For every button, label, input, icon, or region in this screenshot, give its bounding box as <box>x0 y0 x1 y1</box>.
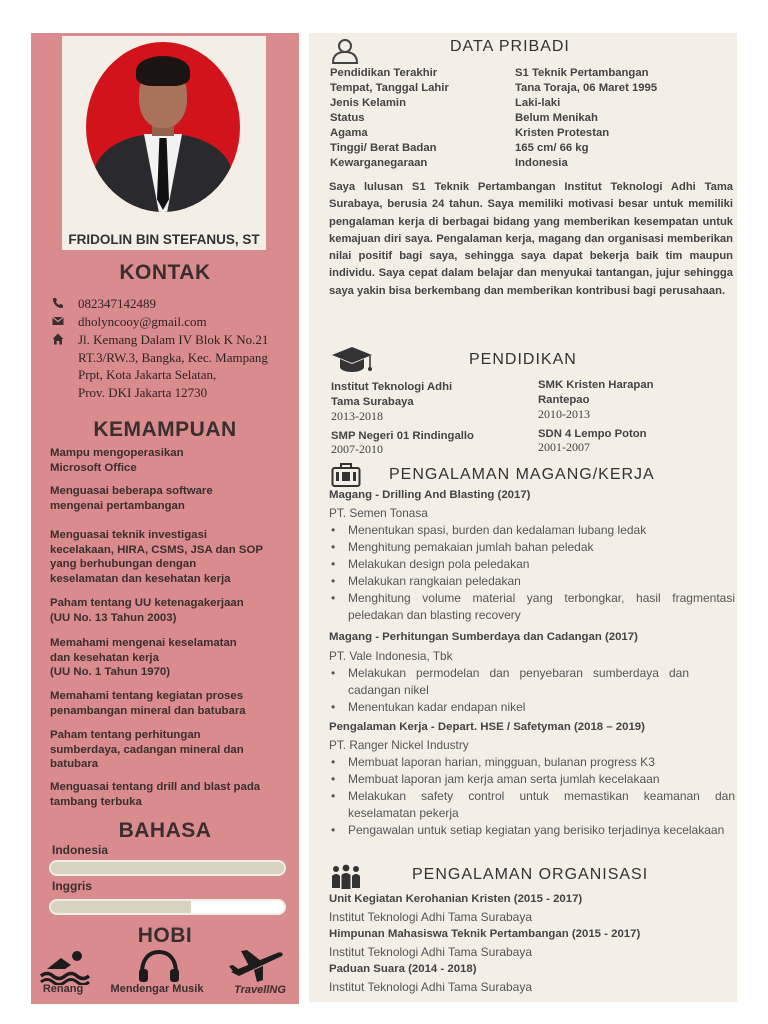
skill-item: Mampu mengoperasikan Microsoft Office <box>50 447 184 474</box>
job-task: • Melakukan safety control untuk memastikan keamanan dan keselamatan pekerja <box>329 788 735 822</box>
job-task: • Menentukan spasi, burden dan kedalaman lubang ledak <box>329 522 735 539</box>
job-title: Magang - Perhitungan Sumberdaya dan Cadangan (2017) <box>329 631 638 643</box>
job-task: • Melakukan permodelan dan penyebaran sumberdaya dan cadangan nikel <box>329 665 689 699</box>
education-title: PENDIDIKAN <box>469 351 577 368</box>
language-level-fill <box>51 901 191 913</box>
swimming-icon <box>39 949 91 985</box>
job-title: Magang - Drilling And Blasting (2017) <box>329 489 531 501</box>
skill-item: Paham tentang UU ketenagakerjaan (UU No. 13 Tahun 2003) <box>50 597 244 624</box>
briefcase-icon <box>331 462 361 488</box>
job-task: • Menentukan kadar endapan nikel <box>329 699 689 716</box>
skills-title: KEMAMPUAN <box>93 418 237 441</box>
skill-item: Menguasai beberapa software mengenai pertambangan <box>50 485 213 512</box>
language-level-bar <box>49 899 286 915</box>
hobby-title: HOBI <box>137 924 193 947</box>
experience-title: PENGALAMAN MAGANG/KERJA <box>389 466 655 483</box>
airplane-icon <box>227 947 285 983</box>
education-years: 2010-2013 <box>538 407 590 421</box>
job-task: • Membuat laporan harian, mingguan, bulanan progress K3 <box>329 754 735 771</box>
phone-icon <box>52 297 64 309</box>
education-school: SMP Negeri 01 Rindingallo <box>331 430 474 442</box>
skill-item: Memahami mengenai keselamatan dan kesehatan kerja (UU No. 1 Tahun 1970) <box>50 637 237 678</box>
job-company: PT. Vale Indonesia, Tbk <box>329 649 453 663</box>
personal-labels: Pendidikan Terakhir Tempat, Tanggal Lahir Jenis Kelamin Status Agama Tinggi/ Berat Badan Kewarganegaraan <box>330 67 449 169</box>
contact-email-text[interactable]: dholyncooy@gmail.com <box>78 314 207 329</box>
skill-item: Memahami tentang kegiatan proses penambangan mineral dan batubara <box>50 690 246 717</box>
organization-place: Institut Teknologi Adhi Tama Surabaya <box>329 980 533 994</box>
language-name: Indonesia <box>52 843 109 857</box>
skill-item: Menguasai tentang drill and blast pada tambang terbuka <box>50 781 261 808</box>
language-title: BAHASA <box>118 819 212 842</box>
job-task: • Melakukan design pola peledakan <box>329 556 735 573</box>
organization-place: Institut Teknologi Adhi Tama Surabaya <box>329 910 533 924</box>
profile-name: FRIDOLIN BIN STEFANUS, ST <box>68 232 260 247</box>
skill-item: Paham tentang perhitungan sumberdaya, cadangan mineral dan batubara <box>50 729 244 770</box>
language-level-fill <box>51 862 284 874</box>
headphones-icon <box>136 949 182 983</box>
job-task: • Melakukan rangkaian peledakan <box>329 573 735 590</box>
job-task: • Menghitung pemakaian jumlah bahan peledak <box>329 539 735 556</box>
contact-address-text: Jl. Kemang Dalam IV Blok K No.21 RT.3/RW.3, Bangka, Kec. Mampang Prpt, Kota Jakarta Selatan, Prov. DKI Jakarta 12730 <box>78 332 269 400</box>
education-school: SMK Kristen Harapan Rantepao <box>538 379 654 406</box>
education-years: 2007-2010 <box>331 442 383 456</box>
organization-name: Unit Kegiatan Kerohanian Kristen (2015 - 2017) <box>329 893 583 905</box>
contact-phone-text[interactable]: 082347142489 <box>78 296 156 311</box>
education-school: Institut Teknologi Adhi Tama Surabaya <box>331 381 453 408</box>
job-task: • Pengawalan untuk setiap kegiatan yang berisiko terjadinya kecelakaan <box>329 822 735 839</box>
profile-photo-card <box>62 36 266 250</box>
job-title: Pengalaman Kerja - Depart. HSE / Safetyman (2018 – 2019) <box>329 721 645 733</box>
job-task: • Membuat laporan jam kerja aman serta jumlah kecelakaan <box>329 771 735 788</box>
person-icon <box>331 38 359 64</box>
education-years: 2013-2018 <box>331 409 383 423</box>
personal-title: DATA PRIBADI <box>450 38 570 55</box>
envelope-icon <box>52 315 64 327</box>
language-level-bar <box>49 860 286 876</box>
language-name: Inggris <box>52 879 93 893</box>
education-school: SDN 4 Lempo Poton <box>538 428 647 440</box>
graduation-cap-icon <box>330 345 374 379</box>
people-group-icon <box>329 864 363 890</box>
home-icon <box>52 333 64 345</box>
organization-name: Himpunan Mahasiswa Teknik Pertambangan (2015 - 2017) <box>329 928 641 940</box>
job-company: PT. Semen Tonasa <box>329 506 428 520</box>
contact-title: KONTAK <box>119 261 211 284</box>
right-content <box>309 33 737 1002</box>
hobby-label: Mendengar Musik <box>110 983 204 995</box>
hobby-label: TravellNG <box>234 984 286 996</box>
left-sidebar <box>31 33 299 1004</box>
profile-photo <box>86 42 240 212</box>
organization-title: PENGALAMAN ORGANISASI <box>412 866 649 883</box>
personal-values: S1 Teknik Pertambangan Tana Toraja, 06 Maret 1995 Laki-laki Belum Menikah Kristen Protestan 165 cm/ 66 kg Indonesia <box>515 67 658 169</box>
hobby-label: Renang <box>42 983 84 995</box>
job-task-list <box>329 754 735 839</box>
education-years: 2001-2007 <box>538 440 590 454</box>
job-task: • Menghitung volume material yang terbongkar, hasil fragmentasi peledakan dan blasting recovery <box>329 590 735 624</box>
job-task-list <box>329 522 735 625</box>
job-task-list <box>329 665 689 716</box>
skill-item: Menguasai teknik investigasi kecelakaan, HIRA, CSMS, JSA dan SOP yang berhubungan dengan keselamatan dan kesehatan kerja <box>50 529 263 585</box>
job-company: PT. Ranger Nickel Industry <box>329 738 469 752</box>
organization-name: Paduan Suara (2014 - 2018) <box>329 963 477 975</box>
personal-summary: Saya lulusan S1 Teknik Pertambangan Institut Teknologi Adhi Tama Surabaya, berusia 24 tahun. Saya memiliki motivasi besar untuk memiliki pengalaman kerja di berbagai bidang yang memberikan kesempatan untuk kemajuan diri saya. Pengalaman kerja, magang dan organisasi memberikan nilai positif bagi saya, sehingga saya dapat bekerja baik tim maupun individu. Saya cepat dalam belajar dan menyukai tantangan, jujur sehingga saya yakin bisa berkembang dan memberikan kontribusi bagi perusahaan. <box>329 181 733 297</box>
organization-place: Institut Teknologi Adhi Tama Surabaya <box>329 945 533 959</box>
